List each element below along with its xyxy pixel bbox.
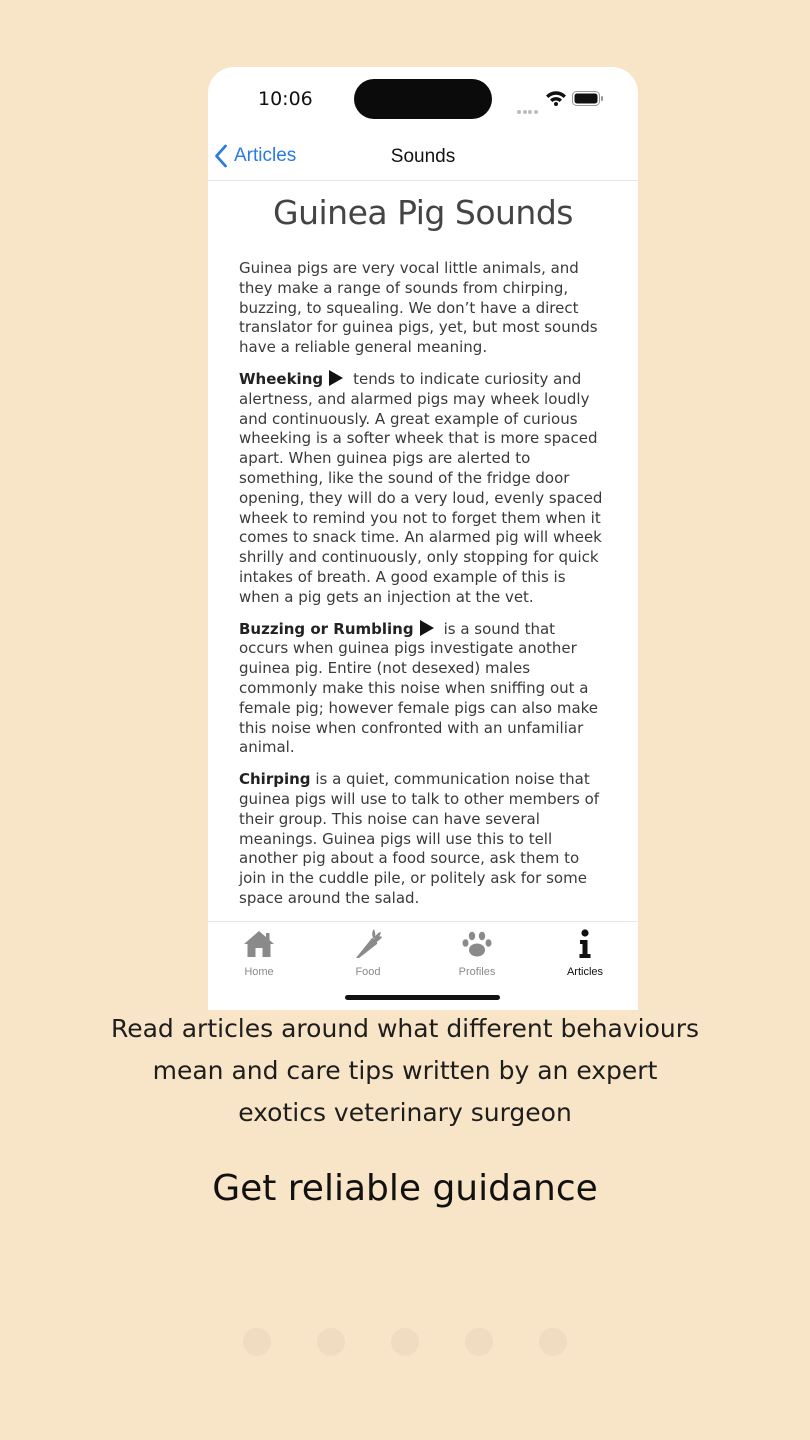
article-title: Guinea Pig Sounds — [273, 193, 573, 232]
play-sound-icon[interactable] — [329, 370, 343, 386]
home-indicator[interactable] — [345, 995, 500, 1000]
section-chirping — [208, 770, 638, 909]
tab-home[interactable] — [219, 928, 299, 978]
cellular-signal-icon — [517, 101, 539, 119]
page-dot[interactable] — [243, 1328, 271, 1356]
section-text: is a quiet, communication noise that guinea pigs will use to talk to other members of their group. This noise can have several meanings. Guinea pigs will use this to tell another pig about a food source, ask them to join in the cuddle pile, or politely ask for some space around the salad. — [239, 770, 600, 907]
section-text: tends to indicate curiosity and alertness, and alarmed pigs may wheek loudly and continuously. A great example of curious wheeking is a softer wheek that is more spaced apart. When guinea pigs are alerted to something, like the sound of the fridge door opening, they will do a very loud, evenly spaced wheek to remind you not to forget them when it comes to snack time. An alarmed pig will wheek shrilly and continuously, only stopping for quick intakes of breath. A good example of this is when a pig gets an injection at the vet. — [239, 369, 603, 606]
phone-frame — [208, 67, 638, 1009]
page-dot[interactable] — [539, 1328, 567, 1356]
tab-profiles[interactable] — [437, 928, 517, 978]
tab-label: Profiles — [458, 966, 496, 978]
tab-bar — [208, 921, 638, 1010]
back-button-label: Articles — [234, 145, 297, 166]
section-term: Chirping — [239, 770, 311, 789]
article-intro: Guinea pigs are very vocal little animals, and they make a range of sounds from chirping, buzzing, to squealing. We don’t have a direct translator for guinea pigs, yet, but most sounds have a reliable general meaning. — [239, 259, 598, 357]
tab-articles[interactable] — [545, 928, 625, 978]
tab-food[interactable] — [328, 928, 408, 978]
pagination-dots — [243, 1328, 573, 1356]
article-content[interactable] — [208, 181, 638, 921]
status-bar — [208, 67, 638, 129]
status-time: 10:06 — [258, 88, 313, 110]
tab-label: Food — [355, 966, 381, 978]
navigation-bar — [208, 133, 638, 181]
info-icon — [545, 928, 625, 960]
section-term: Buzzing or Rumbling — [239, 619, 414, 638]
wifi-icon — [545, 90, 567, 111]
paw-icon — [437, 928, 517, 960]
section-buzzing — [208, 620, 638, 759]
page-dot[interactable] — [391, 1328, 419, 1356]
nav-title: Sounds — [390, 146, 456, 167]
play-sound-icon[interactable] — [420, 620, 434, 636]
section-wheeking — [208, 370, 638, 608]
page-dot[interactable] — [465, 1328, 493, 1356]
section-term: Wheeking — [239, 369, 324, 388]
tab-label: Articles — [566, 966, 604, 978]
promo-caption: Read articles around what different behaviours mean and care tips written by an expert exotics veterinary surgeon — [110, 1014, 700, 1127]
battery-icon — [572, 91, 604, 111]
dynamic-island — [354, 79, 492, 119]
tab-label: Home — [244, 966, 274, 978]
page-dot[interactable] — [317, 1328, 345, 1356]
promo-headline: Get reliable guidance — [212, 1168, 598, 1209]
home-icon — [219, 928, 299, 960]
carrot-icon — [328, 928, 408, 960]
section-text: is a sound that occurs when guinea pigs investigate another guinea pig. Entire (not desexed) males commonly make this noise when sniffing out a female pig; however female pigs can also make this noise when confronted with an unfamiliar animal. — [239, 619, 599, 757]
